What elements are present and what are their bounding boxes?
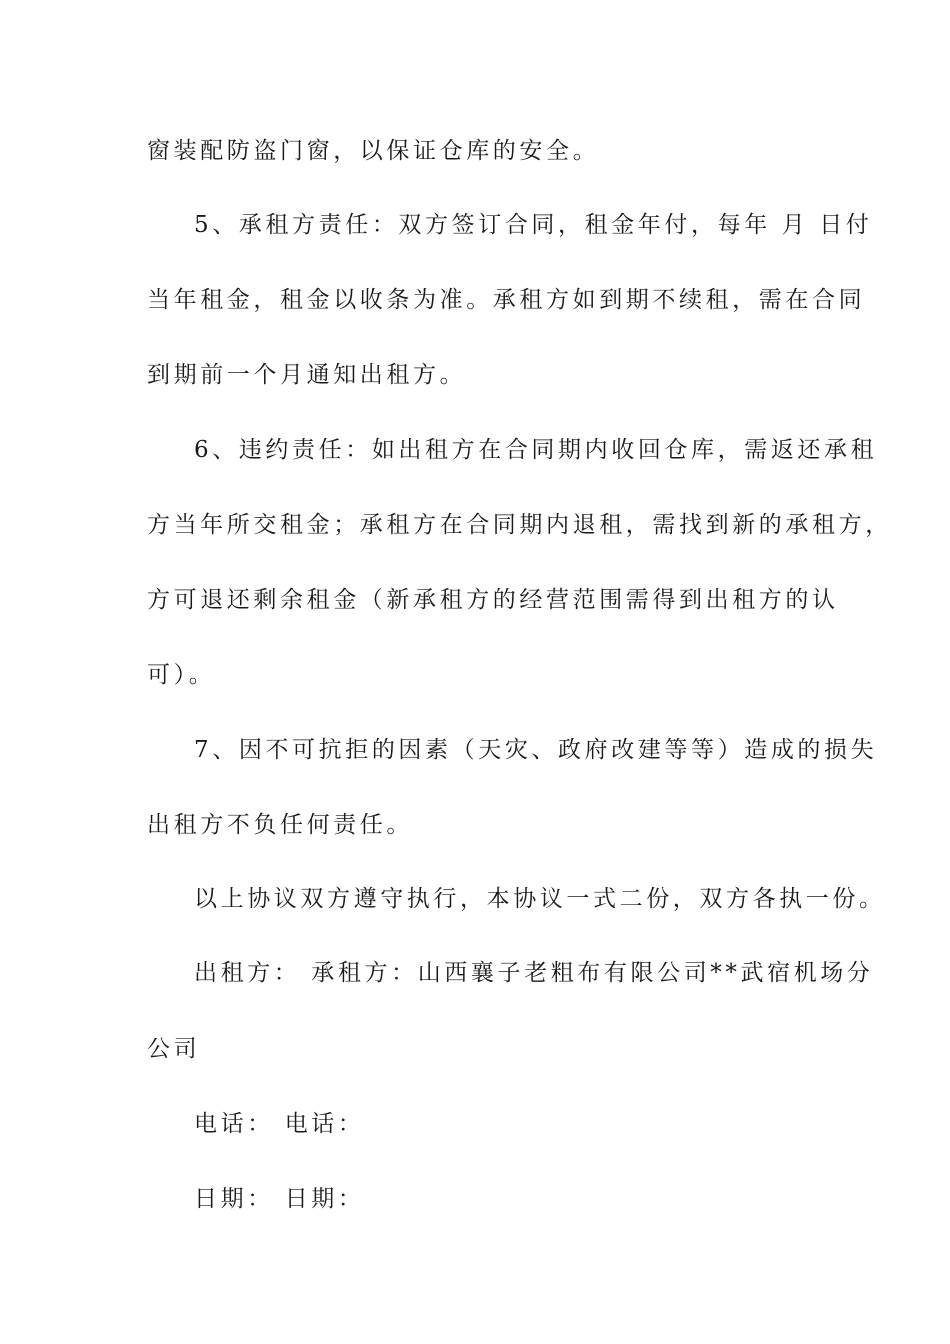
parties-line: 出租方： 承租方：山西襄子老粗布有限公司**武宿机场分 (194, 960, 874, 986)
clause-6-line-4: 可）。 (147, 662, 216, 688)
clause-6-line-1: 6、违约责任：如出租方在合同期内收回仓库，需返还承租 (194, 437, 878, 463)
clause-6-line-3: 方可退还剩余租金（新承租方的经营范围需得到出租方的认 (147, 587, 839, 613)
paragraph-line: 窗装配防盗门窗，以保证仓库的安全。 (147, 138, 600, 164)
agreement-statement: 以上协议双方遵守执行，本协议一式二份，双方各执一份。 (194, 886, 886, 912)
date-line: 日期： 日期： (194, 1186, 365, 1212)
clause-5-line-2: 当年租金，租金以收条为准。承租方如到期不续租，需在合同 (147, 287, 866, 313)
clause-7-line-1: 7、因不可抗拒的因素（天灾、政府改建等等）造成的损失 (194, 737, 878, 763)
clause-5-line-1: 5、承租方责任：双方签订合同，租金年付，每年 月 日付 (194, 212, 873, 238)
clause-6-line-2: 方当年所交租金；承租方在合同期内退租，需找到新的承租方， (147, 512, 892, 538)
parties-line-continued: 公司 (147, 1036, 201, 1062)
clause-7-line-2: 出租方不负任何责任。 (147, 812, 413, 838)
phone-line: 电话： 电话： (194, 1111, 365, 1137)
clause-5-line-3: 到期前一个月通知出租方。 (147, 362, 467, 388)
